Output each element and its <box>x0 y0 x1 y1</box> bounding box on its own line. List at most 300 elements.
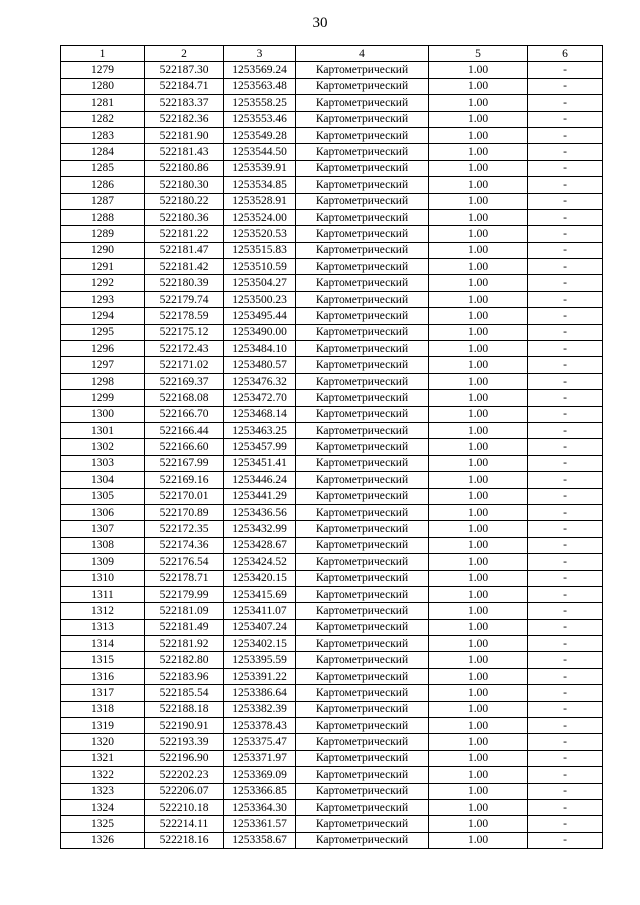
method-cell: Картометрический <box>296 718 429 734</box>
y-coordinate-cell: 1253441.29 <box>224 488 296 504</box>
method-cell: Картометрический <box>296 160 429 176</box>
accuracy-cell: 1.00 <box>429 193 528 209</box>
table-row <box>61 734 603 750</box>
note-cell: - <box>528 308 603 324</box>
accuracy-cell: 1.00 <box>429 111 528 127</box>
note-cell: - <box>528 422 603 438</box>
table-row <box>61 767 603 783</box>
column-header-5: 5 <box>429 46 528 62</box>
y-coordinate-cell: 1253382.39 <box>224 701 296 717</box>
y-coordinate-cell: 1253364.30 <box>224 799 296 815</box>
x-coordinate-cell: 522182.80 <box>145 652 224 668</box>
method-cell: Картометрический <box>296 750 429 766</box>
method-cell: Картометрический <box>296 521 429 537</box>
note-cell: - <box>528 439 603 455</box>
table-row <box>61 603 603 619</box>
accuracy-cell: 1.00 <box>429 685 528 701</box>
point-number-cell: 1292 <box>61 275 145 291</box>
point-number-cell: 1301 <box>61 422 145 438</box>
table-row <box>61 504 603 520</box>
y-coordinate-cell: 1253500.23 <box>224 291 296 307</box>
note-cell: - <box>528 226 603 242</box>
table-row <box>61 406 603 422</box>
table-row <box>61 357 603 373</box>
method-cell: Картометрический <box>296 111 429 127</box>
x-coordinate-cell: 522181.43 <box>145 144 224 160</box>
table-row <box>61 390 603 406</box>
x-coordinate-cell: 522182.36 <box>145 111 224 127</box>
x-coordinate-cell: 522181.49 <box>145 619 224 635</box>
accuracy-cell: 1.00 <box>429 455 528 471</box>
accuracy-cell: 1.00 <box>429 586 528 602</box>
note-cell: - <box>528 521 603 537</box>
x-coordinate-cell: 522193.39 <box>145 734 224 750</box>
table-row <box>61 783 603 799</box>
x-coordinate-cell: 522181.47 <box>145 242 224 258</box>
point-number-cell: 1289 <box>61 226 145 242</box>
accuracy-cell: 1.00 <box>429 341 528 357</box>
accuracy-cell: 1.00 <box>429 406 528 422</box>
accuracy-cell: 1.00 <box>429 390 528 406</box>
x-coordinate-cell: 522181.42 <box>145 259 224 275</box>
method-cell: Картометрический <box>296 144 429 160</box>
point-number-cell: 1284 <box>61 144 145 160</box>
method-cell: Картометрический <box>296 357 429 373</box>
accuracy-cell: 1.00 <box>429 472 528 488</box>
x-coordinate-cell: 522179.74 <box>145 291 224 307</box>
method-cell: Картометрический <box>296 62 429 78</box>
table-row <box>61 422 603 438</box>
y-coordinate-cell: 1253468.14 <box>224 406 296 422</box>
x-coordinate-cell: 522210.18 <box>145 799 224 815</box>
x-coordinate-cell: 522181.22 <box>145 226 224 242</box>
table-row <box>61 554 603 570</box>
method-cell: Картометрический <box>296 177 429 193</box>
note-cell: - <box>528 406 603 422</box>
table-row <box>61 816 603 832</box>
y-coordinate-cell: 1253539.91 <box>224 160 296 176</box>
accuracy-cell: 1.00 <box>429 291 528 307</box>
table-row <box>61 832 603 848</box>
y-coordinate-cell: 1253510.59 <box>224 259 296 275</box>
note-cell: - <box>528 701 603 717</box>
table-row <box>61 127 603 143</box>
accuracy-cell: 1.00 <box>429 308 528 324</box>
accuracy-cell: 1.00 <box>429 209 528 225</box>
note-cell: - <box>528 472 603 488</box>
method-cell: Картометрический <box>296 570 429 586</box>
accuracy-cell: 1.00 <box>429 799 528 815</box>
y-coordinate-cell: 1253361.57 <box>224 816 296 832</box>
note-cell: - <box>528 275 603 291</box>
method-cell: Картометрический <box>296 324 429 340</box>
x-coordinate-cell: 522170.89 <box>145 504 224 520</box>
note-cell: - <box>528 291 603 307</box>
accuracy-cell: 1.00 <box>429 127 528 143</box>
y-coordinate-cell: 1253528.91 <box>224 193 296 209</box>
note-cell: - <box>528 504 603 520</box>
column-header-4: 4 <box>296 46 429 62</box>
x-coordinate-cell: 522202.23 <box>145 767 224 783</box>
x-coordinate-cell: 522196.90 <box>145 750 224 766</box>
x-coordinate-cell: 522183.96 <box>145 668 224 684</box>
note-cell: - <box>528 193 603 209</box>
accuracy-cell: 1.00 <box>429 636 528 652</box>
y-coordinate-cell: 1253553.46 <box>224 111 296 127</box>
method-cell: Картометрический <box>296 390 429 406</box>
note-cell: - <box>528 111 603 127</box>
point-number-cell: 1282 <box>61 111 145 127</box>
accuracy-cell: 1.00 <box>429 259 528 275</box>
table-row <box>61 652 603 668</box>
y-coordinate-cell: 1253484.10 <box>224 341 296 357</box>
point-number-cell: 1321 <box>61 750 145 766</box>
x-coordinate-cell: 522175.12 <box>145 324 224 340</box>
table-row <box>61 160 603 176</box>
method-cell: Картометрический <box>296 193 429 209</box>
table-row <box>61 636 603 652</box>
x-coordinate-cell: 522168.08 <box>145 390 224 406</box>
y-coordinate-cell: 1253457.99 <box>224 439 296 455</box>
table-row <box>61 537 603 553</box>
y-coordinate-cell: 1253432.99 <box>224 521 296 537</box>
method-cell: Картометрический <box>296 226 429 242</box>
method-cell: Картометрический <box>296 439 429 455</box>
accuracy-cell: 1.00 <box>429 373 528 389</box>
y-coordinate-cell: 1253411.07 <box>224 603 296 619</box>
method-cell: Картометрический <box>296 242 429 258</box>
note-cell: - <box>528 488 603 504</box>
x-coordinate-cell: 522188.18 <box>145 701 224 717</box>
x-coordinate-cell: 522166.44 <box>145 422 224 438</box>
coordinates-table <box>60 45 603 849</box>
point-number-cell: 1311 <box>61 586 145 602</box>
y-coordinate-cell: 1253358.67 <box>224 832 296 848</box>
point-number-cell: 1307 <box>61 521 145 537</box>
accuracy-cell: 1.00 <box>429 275 528 291</box>
method-cell: Картометрический <box>296 275 429 291</box>
method-cell: Картометрический <box>296 783 429 799</box>
note-cell: - <box>528 734 603 750</box>
method-cell: Картометрический <box>296 455 429 471</box>
table-row <box>61 718 603 734</box>
method-cell: Картометрический <box>296 373 429 389</box>
accuracy-cell: 1.00 <box>429 718 528 734</box>
y-coordinate-cell: 1253407.24 <box>224 619 296 635</box>
table-row <box>61 472 603 488</box>
column-header-2: 2 <box>145 46 224 62</box>
point-number-cell: 1305 <box>61 488 145 504</box>
point-number-cell: 1319 <box>61 718 145 734</box>
point-number-cell: 1313 <box>61 619 145 635</box>
point-number-cell: 1304 <box>61 472 145 488</box>
note-cell: - <box>528 62 603 78</box>
y-coordinate-cell: 1253515.83 <box>224 242 296 258</box>
accuracy-cell: 1.00 <box>429 357 528 373</box>
table-row <box>61 488 603 504</box>
y-coordinate-cell: 1253391.22 <box>224 668 296 684</box>
point-number-cell: 1323 <box>61 783 145 799</box>
accuracy-cell: 1.00 <box>429 488 528 504</box>
accuracy-cell: 1.00 <box>429 226 528 242</box>
x-coordinate-cell: 522172.43 <box>145 341 224 357</box>
x-coordinate-cell: 522190.91 <box>145 718 224 734</box>
accuracy-cell: 1.00 <box>429 242 528 258</box>
point-number-cell: 1314 <box>61 636 145 652</box>
y-coordinate-cell: 1253371.97 <box>224 750 296 766</box>
note-cell: - <box>528 127 603 143</box>
y-coordinate-cell: 1253395.59 <box>224 652 296 668</box>
method-cell: Картометрический <box>296 504 429 520</box>
method-cell: Картометрический <box>296 701 429 717</box>
note-cell: - <box>528 324 603 340</box>
x-coordinate-cell: 522179.99 <box>145 586 224 602</box>
accuracy-cell: 1.00 <box>429 783 528 799</box>
method-cell: Картометрический <box>296 537 429 553</box>
method-cell: Картометрический <box>296 259 429 275</box>
point-number-cell: 1294 <box>61 308 145 324</box>
method-cell: Картометрический <box>296 127 429 143</box>
table-row <box>61 291 603 307</box>
method-cell: Картометрический <box>296 603 429 619</box>
x-coordinate-cell: 522166.70 <box>145 406 224 422</box>
x-coordinate-cell: 522166.60 <box>145 439 224 455</box>
y-coordinate-cell: 1253446.24 <box>224 472 296 488</box>
method-cell: Картометрический <box>296 832 429 848</box>
accuracy-cell: 1.00 <box>429 668 528 684</box>
accuracy-cell: 1.00 <box>429 701 528 717</box>
method-cell: Картометрический <box>296 586 429 602</box>
method-cell: Картометрический <box>296 668 429 684</box>
x-coordinate-cell: 522181.09 <box>145 603 224 619</box>
accuracy-cell: 1.00 <box>429 619 528 635</box>
note-cell: - <box>528 242 603 258</box>
point-number-cell: 1279 <box>61 62 145 78</box>
column-header-6: 6 <box>528 46 603 62</box>
point-number-cell: 1297 <box>61 357 145 373</box>
y-coordinate-cell: 1253386.64 <box>224 685 296 701</box>
table-row <box>61 308 603 324</box>
y-coordinate-cell: 1253369.09 <box>224 767 296 783</box>
note-cell: - <box>528 750 603 766</box>
method-cell: Картометрический <box>296 488 429 504</box>
table-row <box>61 242 603 258</box>
y-coordinate-cell: 1253534.85 <box>224 177 296 193</box>
point-number-cell: 1309 <box>61 554 145 570</box>
note-cell: - <box>528 259 603 275</box>
method-cell: Картометрический <box>296 816 429 832</box>
note-cell: - <box>528 685 603 701</box>
table-row <box>61 275 603 291</box>
y-coordinate-cell: 1253563.48 <box>224 78 296 94</box>
x-coordinate-cell: 522187.30 <box>145 62 224 78</box>
point-number-cell: 1310 <box>61 570 145 586</box>
table-row <box>61 193 603 209</box>
method-cell: Картометрический <box>296 799 429 815</box>
point-number-cell: 1295 <box>61 324 145 340</box>
x-coordinate-cell: 522180.86 <box>145 160 224 176</box>
x-coordinate-cell: 522169.37 <box>145 373 224 389</box>
y-coordinate-cell: 1253558.25 <box>224 95 296 111</box>
table-row <box>61 455 603 471</box>
note-cell: - <box>528 619 603 635</box>
accuracy-cell: 1.00 <box>429 537 528 553</box>
x-coordinate-cell: 522185.54 <box>145 685 224 701</box>
accuracy-cell: 1.00 <box>429 95 528 111</box>
accuracy-cell: 1.00 <box>429 554 528 570</box>
table-row <box>61 95 603 111</box>
note-cell: - <box>528 390 603 406</box>
y-coordinate-cell: 1253520.53 <box>224 226 296 242</box>
accuracy-cell: 1.00 <box>429 734 528 750</box>
table-row <box>61 570 603 586</box>
point-number-cell: 1308 <box>61 537 145 553</box>
method-cell: Картометрический <box>296 406 429 422</box>
accuracy-cell: 1.00 <box>429 439 528 455</box>
x-coordinate-cell: 522178.59 <box>145 308 224 324</box>
y-coordinate-cell: 1253402.15 <box>224 636 296 652</box>
x-coordinate-cell: 522174.36 <box>145 537 224 553</box>
x-coordinate-cell: 522169.16 <box>145 472 224 488</box>
note-cell: - <box>528 652 603 668</box>
method-cell: Картометрический <box>296 209 429 225</box>
accuracy-cell: 1.00 <box>429 750 528 766</box>
y-coordinate-cell: 1253463.25 <box>224 422 296 438</box>
table-row <box>61 685 603 701</box>
point-number-cell: 1315 <box>61 652 145 668</box>
table-row <box>61 259 603 275</box>
x-coordinate-cell: 522176.54 <box>145 554 224 570</box>
accuracy-cell: 1.00 <box>429 62 528 78</box>
table-row <box>61 586 603 602</box>
point-number-cell: 1288 <box>61 209 145 225</box>
y-coordinate-cell: 1253378.43 <box>224 718 296 734</box>
point-number-cell: 1299 <box>61 390 145 406</box>
x-coordinate-cell: 522181.92 <box>145 636 224 652</box>
table-row <box>61 144 603 160</box>
method-cell: Картометрический <box>296 685 429 701</box>
method-cell: Картометрический <box>296 652 429 668</box>
note-cell: - <box>528 783 603 799</box>
table-row <box>61 62 603 78</box>
method-cell: Картометрический <box>296 554 429 570</box>
point-number-cell: 1296 <box>61 341 145 357</box>
table-row <box>61 226 603 242</box>
accuracy-cell: 1.00 <box>429 504 528 520</box>
method-cell: Картометрический <box>296 767 429 783</box>
point-number-cell: 1287 <box>61 193 145 209</box>
note-cell: - <box>528 177 603 193</box>
y-coordinate-cell: 1253504.27 <box>224 275 296 291</box>
y-coordinate-cell: 1253451.41 <box>224 455 296 471</box>
x-coordinate-cell: 522180.22 <box>145 193 224 209</box>
note-cell: - <box>528 668 603 684</box>
point-number-cell: 1306 <box>61 504 145 520</box>
note-cell: - <box>528 455 603 471</box>
x-coordinate-cell: 522180.39 <box>145 275 224 291</box>
table-row <box>61 521 603 537</box>
table-row <box>61 177 603 193</box>
y-coordinate-cell: 1253480.57 <box>224 357 296 373</box>
y-coordinate-cell: 1253495.44 <box>224 308 296 324</box>
x-coordinate-cell: 522184.71 <box>145 78 224 94</box>
point-number-cell: 1290 <box>61 242 145 258</box>
note-cell: - <box>528 78 603 94</box>
point-number-cell: 1286 <box>61 177 145 193</box>
table-row <box>61 341 603 357</box>
note-cell: - <box>528 603 603 619</box>
table-row <box>61 209 603 225</box>
point-number-cell: 1320 <box>61 734 145 750</box>
method-cell: Картометрический <box>296 78 429 94</box>
point-number-cell: 1285 <box>61 160 145 176</box>
x-coordinate-cell: 522214.11 <box>145 816 224 832</box>
x-coordinate-cell: 522178.71 <box>145 570 224 586</box>
point-number-cell: 1291 <box>61 259 145 275</box>
accuracy-cell: 1.00 <box>429 521 528 537</box>
x-coordinate-cell: 522180.30 <box>145 177 224 193</box>
accuracy-cell: 1.00 <box>429 832 528 848</box>
y-coordinate-cell: 1253415.69 <box>224 586 296 602</box>
table-row <box>61 668 603 684</box>
table-row <box>61 701 603 717</box>
column-header-3: 3 <box>224 46 296 62</box>
table-row <box>61 373 603 389</box>
y-coordinate-cell: 1253420.15 <box>224 570 296 586</box>
note-cell: - <box>528 570 603 586</box>
note-cell: - <box>528 767 603 783</box>
x-coordinate-cell: 522181.90 <box>145 127 224 143</box>
x-coordinate-cell: 522206.07 <box>145 783 224 799</box>
accuracy-cell: 1.00 <box>429 160 528 176</box>
note-cell: - <box>528 341 603 357</box>
method-cell: Картометрический <box>296 95 429 111</box>
accuracy-cell: 1.00 <box>429 570 528 586</box>
note-cell: - <box>528 160 603 176</box>
table-header-row <box>61 46 603 62</box>
y-coordinate-cell: 1253428.67 <box>224 537 296 553</box>
note-cell: - <box>528 586 603 602</box>
note-cell: - <box>528 636 603 652</box>
x-coordinate-cell: 522218.16 <box>145 832 224 848</box>
accuracy-cell: 1.00 <box>429 603 528 619</box>
method-cell: Картометрический <box>296 422 429 438</box>
note-cell: - <box>528 144 603 160</box>
point-number-cell: 1326 <box>61 832 145 848</box>
table-row <box>61 619 603 635</box>
y-coordinate-cell: 1253476.32 <box>224 373 296 389</box>
point-number-cell: 1298 <box>61 373 145 389</box>
point-number-cell: 1316 <box>61 668 145 684</box>
point-number-cell: 1293 <box>61 291 145 307</box>
table-row <box>61 750 603 766</box>
accuracy-cell: 1.00 <box>429 652 528 668</box>
note-cell: - <box>528 373 603 389</box>
method-cell: Картометрический <box>296 734 429 750</box>
method-cell: Картометрический <box>296 636 429 652</box>
accuracy-cell: 1.00 <box>429 816 528 832</box>
x-coordinate-cell: 522171.02 <box>145 357 224 373</box>
table-row <box>61 111 603 127</box>
accuracy-cell: 1.00 <box>429 78 528 94</box>
accuracy-cell: 1.00 <box>429 144 528 160</box>
point-number-cell: 1303 <box>61 455 145 471</box>
method-cell: Картометрический <box>296 341 429 357</box>
y-coordinate-cell: 1253569.24 <box>224 62 296 78</box>
method-cell: Картометрический <box>296 308 429 324</box>
point-number-cell: 1322 <box>61 767 145 783</box>
method-cell: Картометрический <box>296 472 429 488</box>
